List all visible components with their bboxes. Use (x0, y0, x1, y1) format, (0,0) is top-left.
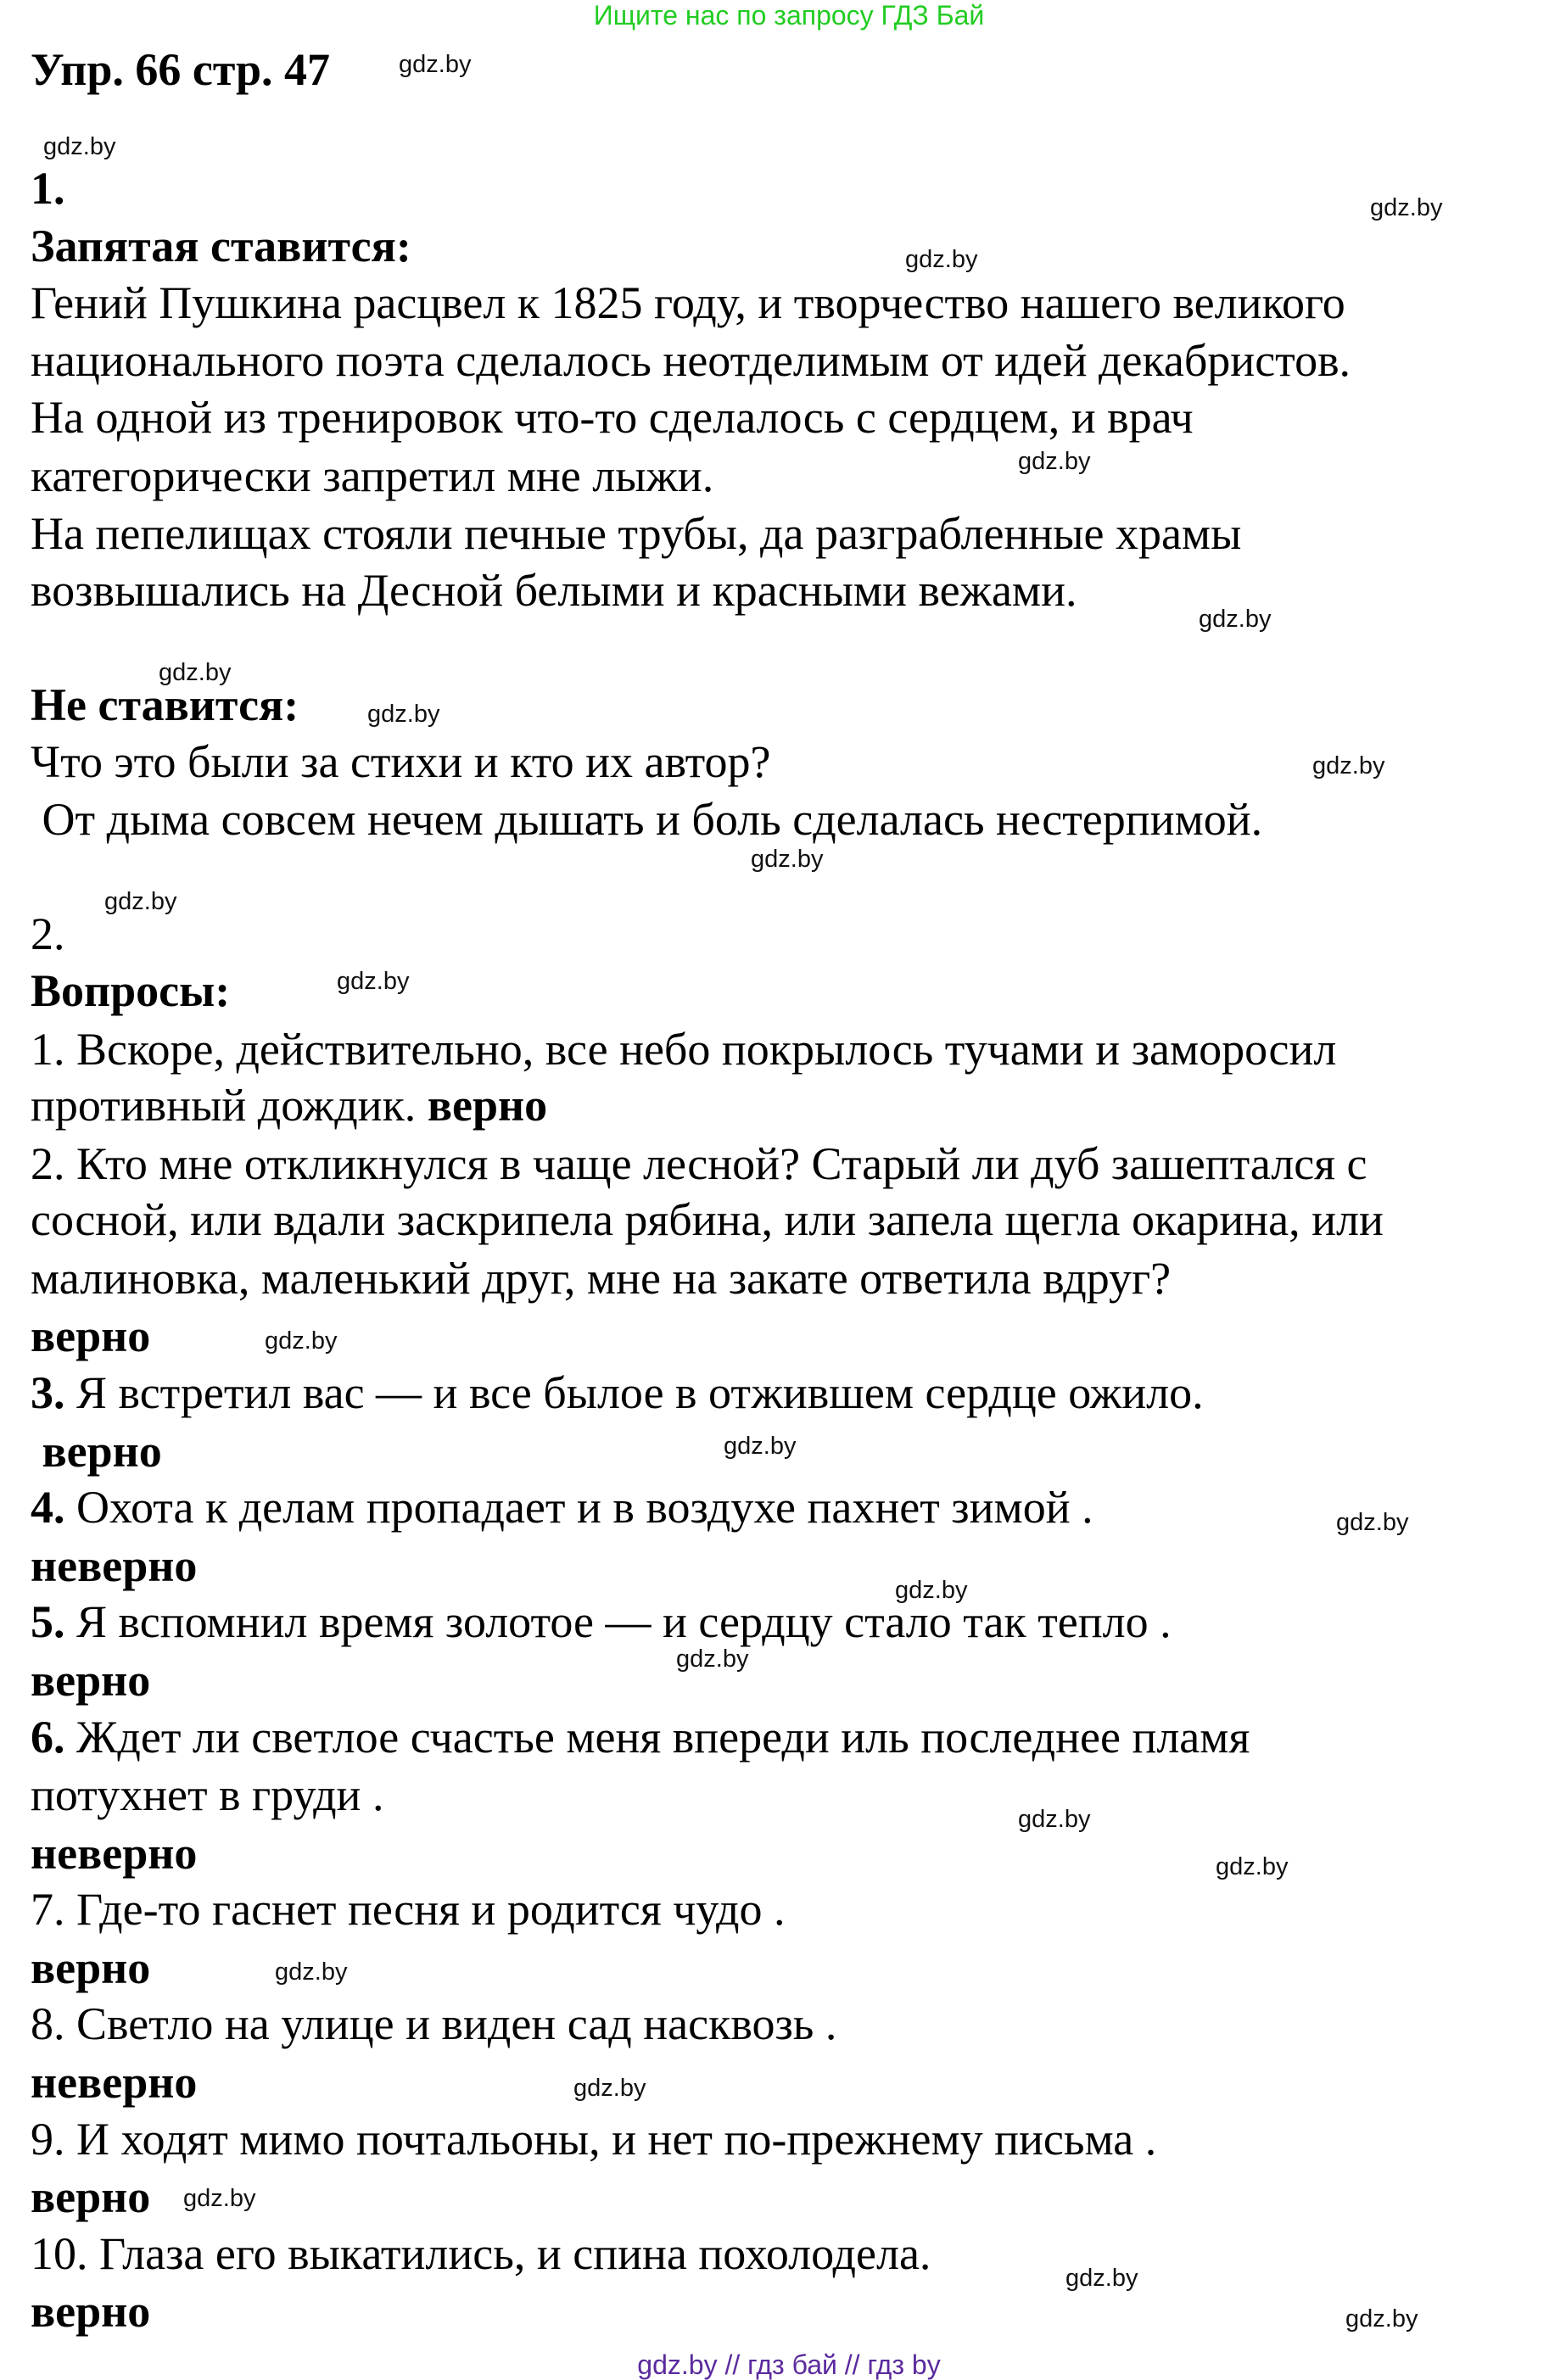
watermark-text: gdz.by (573, 2075, 646, 2102)
footer-links[interactable]: gdz.by // гдз бай // гдз by (637, 2349, 941, 2380)
text-line (31, 2170, 150, 2224)
bold-text: верно (31, 1655, 151, 1706)
text: На пепелищах стояли печные трубы, да разграбленные храмы (31, 508, 1242, 559)
watermark-text: gdz.by (1312, 752, 1385, 779)
watermark-text: gdz.by (1336, 1509, 1409, 1536)
text-line (31, 1653, 150, 1707)
text-line (31, 1826, 197, 1880)
text-line (31, 276, 1345, 330)
text-line (31, 2226, 931, 2281)
bold-text: верно (31, 1942, 151, 1993)
text-line (31, 1539, 197, 1593)
bold-text: Упр. 66 стр. 47 (31, 44, 331, 95)
text-line (31, 219, 411, 273)
text: Что это были за стихи и кто их автор? (31, 736, 771, 787)
text: От дыма совсем нечем дышать и боль сделалась нестерпимой. (31, 794, 1263, 845)
text: 1. Вскоре, действительно, все небо покрылось тучами и заморосил (31, 1024, 1337, 1075)
text-line (31, 1137, 1367, 1191)
text-line (31, 1193, 1384, 1247)
text-line (31, 735, 771, 789)
bold-text: Запятая ставится: (31, 221, 411, 271)
watermark-text: gdz.by (724, 1433, 797, 1460)
bold-text: неверно (31, 1828, 198, 1879)
bold-text: неверно (31, 2057, 198, 2108)
text-line (31, 2112, 1156, 2166)
text-line (31, 1424, 162, 1478)
text-line (31, 1309, 150, 1363)
bold-text: Не ставится: (31, 679, 299, 730)
watermark-text: gdz.by (43, 133, 116, 160)
watermark-text: gdz.by (1370, 194, 1443, 221)
text: 10. Глаза его выкатились, и спина похолодела. (31, 2228, 931, 2279)
watermark-text: gdz.by (1216, 1853, 1289, 1880)
bold-text: верно (427, 1080, 548, 1131)
text: 7. Где-то гаснет песня и родится чудо . (31, 1884, 786, 1935)
text-line (31, 907, 65, 961)
bold-text: 1. (31, 163, 65, 214)
watermark-text: gdz.by (1345, 2305, 1418, 2333)
bold-text: 4. (31, 1482, 65, 1533)
watermark-text: gdz.by (275, 1958, 348, 1986)
watermark-text: gdz.by (1018, 448, 1091, 475)
text-line (31, 964, 230, 1018)
text: Я встретил вас — и все былое в отжившем сердце ожило. (64, 1367, 1204, 1418)
bold-text: верно (31, 1426, 162, 1477)
text-line (31, 1768, 383, 1822)
watermark-text: gdz.by (676, 1645, 749, 1673)
bold-text: Вопросы: (31, 965, 231, 1016)
text-line (31, 792, 1262, 846)
search-banner[interactable]: Ищите нас по запросу ГДЗ Бай (593, 0, 985, 31)
text: Ждет ли светлое счастье меня впереди иль последнее пламя (64, 1712, 1250, 1763)
text: 2. Кто мне откликнулся в чаще лесной? Старый ли дуб зашептался с (31, 1138, 1367, 1189)
text: категорически запретил мне лыжи. (31, 450, 714, 501)
bold-text: 3. (31, 1367, 65, 1418)
text-line (31, 1997, 836, 2051)
text-line (31, 390, 1194, 444)
watermark-text: gdz.by (159, 659, 232, 686)
text: малиновка, маленький друг, мне на закате ответила вдруг? (31, 1253, 1172, 1304)
text-line (31, 1941, 150, 1995)
text: Я вспомнил время золотое — и сердцу стало так тепло . (64, 1596, 1172, 1647)
text: 9. И ходят мимо почтальоны, и нет по-прежнему письма . (31, 2114, 1157, 2165)
text-line (31, 1480, 1093, 1534)
text-line (31, 161, 65, 215)
watermark-text: gdz.by (751, 846, 824, 873)
text: национального поэта сделалось неотделимым от идей декабристов. (31, 335, 1351, 386)
text-line (31, 2055, 197, 2109)
watermark-text: gdz.by (265, 1327, 338, 1355)
bold-text: верно (31, 2171, 151, 2222)
text-line (31, 1882, 785, 1936)
bold-text: неверно (31, 1540, 198, 1591)
text-line (31, 563, 1077, 617)
text: противный дождик. (31, 1080, 428, 1131)
text: Гений Пушкина расцвел к 1825 году, и творчество нашего великого (31, 277, 1345, 328)
text: потухнет в груди . (31, 1769, 384, 1820)
text: 2. (31, 908, 65, 959)
text-line (31, 1710, 1250, 1764)
watermark-text: gdz.by (399, 51, 472, 78)
text: На одной из тренировок что-то сделалось с сердцем, и врач (31, 392, 1194, 443)
watermark-text: gdz.by (1199, 606, 1272, 633)
page-title (31, 42, 330, 97)
text-line (31, 1251, 1171, 1305)
watermark-text: gdz.by (104, 888, 177, 915)
text-line (31, 1022, 1336, 1076)
bold-text: 5. (31, 1596, 65, 1647)
text-line (31, 1595, 1172, 1649)
text: 8. Светло на улице и виден сад насквозь . (31, 1998, 837, 2049)
text: Охота к делам пропадает и в воздухе пахнет зимой . (64, 1482, 1093, 1533)
bold-text: верно (31, 2286, 151, 2337)
bold-text: 6. (31, 1712, 65, 1763)
text: сосной, или вдали заскрипела рябина, или запела щегла окарина, или (31, 1194, 1384, 1245)
watermark-text: gdz.by (895, 1577, 968, 1604)
text-line (31, 449, 713, 503)
watermark-text: gdz.by (905, 246, 978, 273)
text-line (31, 1078, 547, 1132)
text-line (31, 1366, 1204, 1420)
text: возвышались на Десной белыми и красными вежами. (31, 565, 1077, 616)
text-line (31, 506, 1241, 561)
bold-text: верно (31, 1310, 151, 1361)
text-line (31, 333, 1351, 388)
watermark-text: gdz.by (1065, 2265, 1138, 2292)
watermark-text: gdz.by (367, 701, 440, 728)
watermark-text: gdz.by (183, 2185, 256, 2212)
text-line (31, 2284, 150, 2338)
watermark-text: gdz.by (337, 968, 410, 995)
watermark-text: gdz.by (1018, 1806, 1091, 1833)
